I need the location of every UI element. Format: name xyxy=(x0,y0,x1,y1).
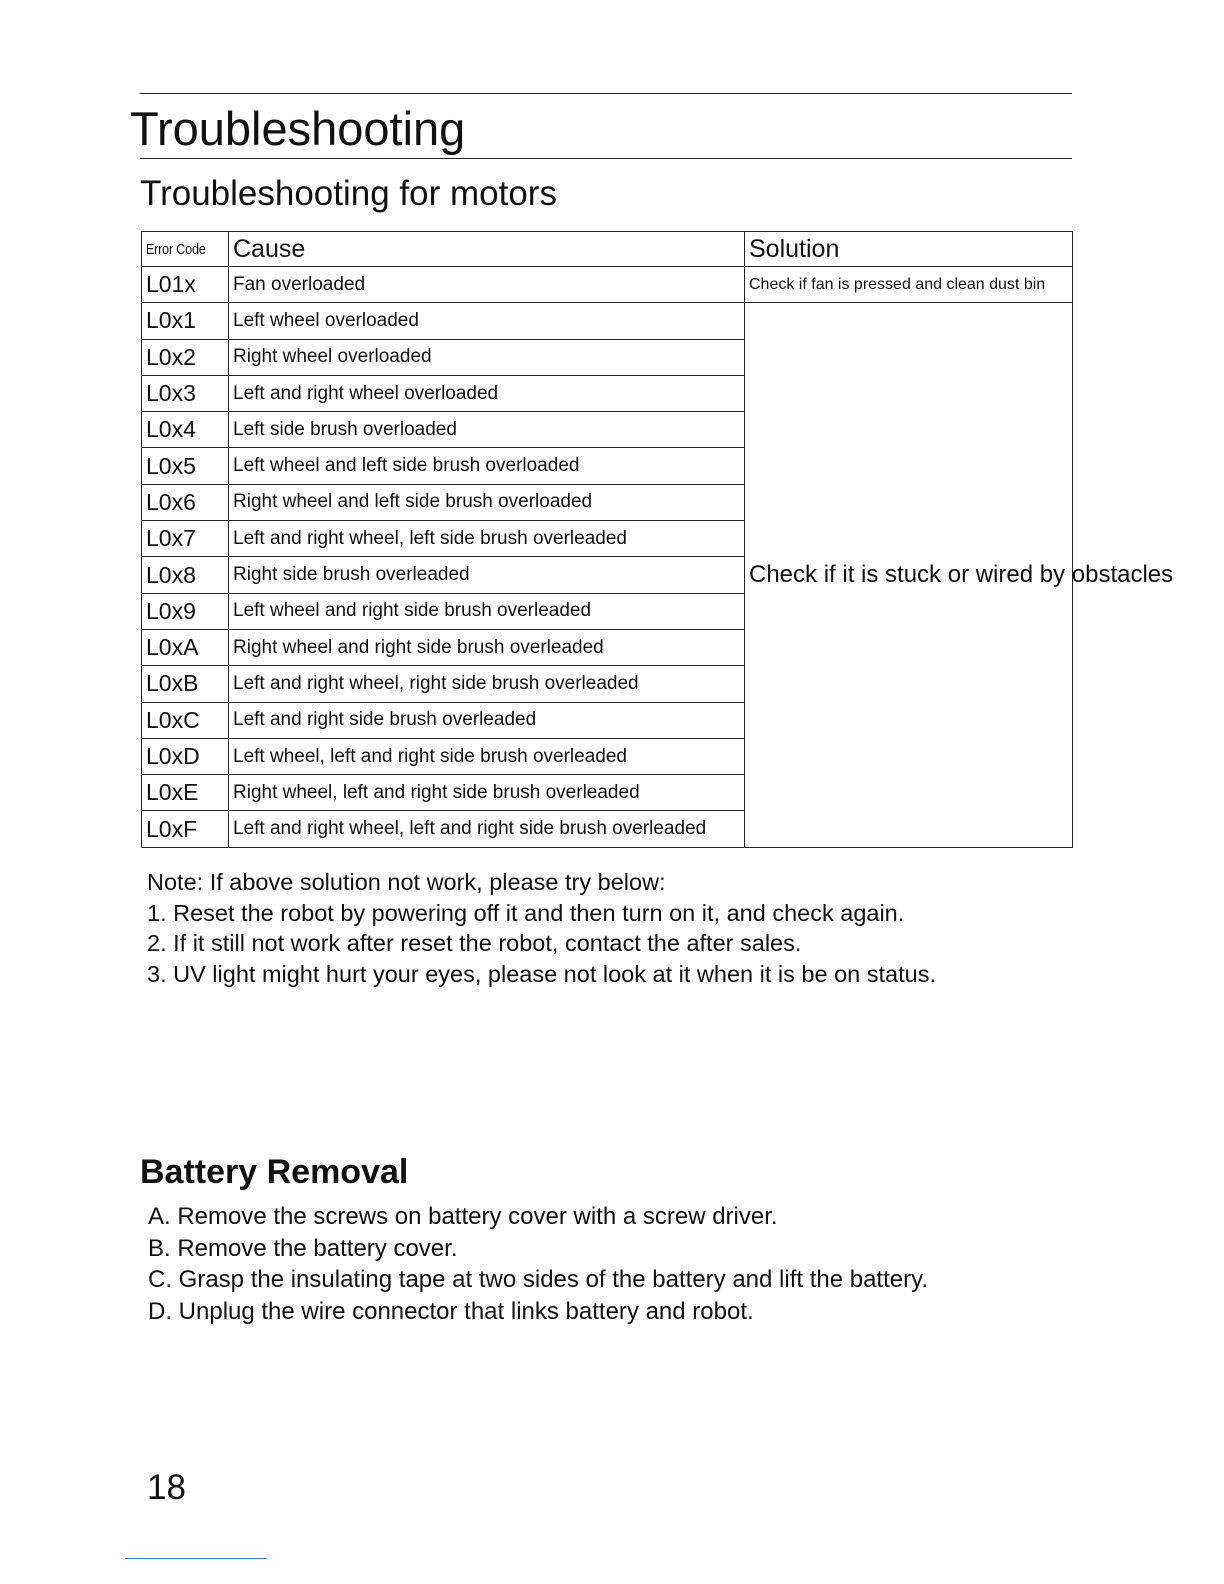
cause-cell: Left wheel and right side brush overleaded xyxy=(229,593,745,629)
cause-cell: Left and right wheel overloaded xyxy=(229,375,745,411)
notes-intro: Note: If above solution not work, please try below: xyxy=(147,869,666,895)
error-code-cell: L0x8 xyxy=(142,557,229,593)
battery-step: C. Grasp the insulating tape at two sides of the battery and lift the battery. xyxy=(148,1266,928,1293)
header-bottom-rule xyxy=(140,158,1072,159)
battery-step: D. Unplug the wire connector that links battery and robot. xyxy=(148,1297,754,1325)
error-code-cell: L0xC xyxy=(142,702,229,738)
header-cause: Cause xyxy=(229,232,745,267)
solution-motors-cell: Check if it is stuck or wired by obstacles xyxy=(745,303,1073,847)
error-code-cell: L0xB xyxy=(142,666,229,702)
cause-cell: Left and right wheel, right side brush overleaded xyxy=(229,666,745,702)
cause-cell: Left side brush overloaded xyxy=(229,412,745,448)
cause-cell: Right side brush overleaded xyxy=(229,557,745,593)
note-item: 1. Reset the robot by powering off it and then turn on it, and check again. xyxy=(147,899,905,926)
error-code-cell: L0xE xyxy=(142,775,229,811)
notes-block xyxy=(147,867,936,989)
note-item: 2. If it still not work after reset the robot, contact the after sales. xyxy=(147,930,802,956)
cause-cell: Left and right wheel, left and right side brush overleaded xyxy=(229,811,745,847)
error-code-cell: L0xA xyxy=(142,629,229,665)
cause-cell: Left wheel, left and right side brush overleaded xyxy=(229,738,745,774)
page-title: Troubleshooting xyxy=(130,102,466,155)
cause-cell: Right wheel, left and right side brush overleaded xyxy=(229,775,745,811)
cause-cell: Right wheel and right side brush overleaded xyxy=(229,629,745,665)
table-row xyxy=(142,267,1073,303)
table-header-row xyxy=(142,232,1073,267)
note-item: 3. UV light might hurt your eyes, please not look at it when it is be on status. xyxy=(147,960,936,987)
battery-step: A. Remove the screws on battery cover with a screw driver. xyxy=(148,1203,778,1230)
header-solution: Solution xyxy=(745,232,1073,267)
error-code-cell: L0x7 xyxy=(142,521,229,557)
battery-step: B. Remove the battery cover. xyxy=(148,1234,458,1262)
error-code-cell: L0x9 xyxy=(142,593,229,629)
error-code-cell: L0x1 xyxy=(142,303,229,339)
error-code-cell: L0x6 xyxy=(142,484,229,520)
battery-steps-list xyxy=(148,1201,928,1327)
error-code-cell: L0x5 xyxy=(142,448,229,484)
error-code-cell: L0xF xyxy=(142,811,229,847)
cause-cell: Right wheel and left side brush overloaded xyxy=(229,484,745,520)
error-code-cell: L0xD xyxy=(142,738,229,774)
footer-rule xyxy=(125,1558,267,1559)
error-code-cell: L0x2 xyxy=(142,339,229,375)
cause-cell: Fan overloaded xyxy=(229,267,745,303)
error-code-cell: L01x xyxy=(142,267,229,303)
cause-cell: Right wheel overloaded xyxy=(229,339,745,375)
page-number: 18 xyxy=(147,1468,186,1507)
cause-cell: Left and right side brush overleaded xyxy=(229,702,745,738)
error-code-cell: L0x4 xyxy=(142,412,229,448)
header-error-code: Error Code xyxy=(142,232,216,267)
section-title: Troubleshooting for motors xyxy=(140,174,557,213)
header-top-rule xyxy=(140,93,1072,94)
cause-cell: Left and right wheel, left side brush overleaded xyxy=(229,521,745,557)
error-code-table xyxy=(141,231,1174,848)
cause-cell: Left wheel overloaded xyxy=(229,303,745,339)
error-code-cell: L0x3 xyxy=(142,375,229,411)
solution-fan-cell: Check if fan is pressed and clean dust bin xyxy=(745,267,1073,303)
battery-removal-title: Battery Removal xyxy=(140,1153,409,1191)
cause-cell: Left wheel and left side brush overloaded xyxy=(229,448,745,484)
table-row xyxy=(142,303,1073,339)
